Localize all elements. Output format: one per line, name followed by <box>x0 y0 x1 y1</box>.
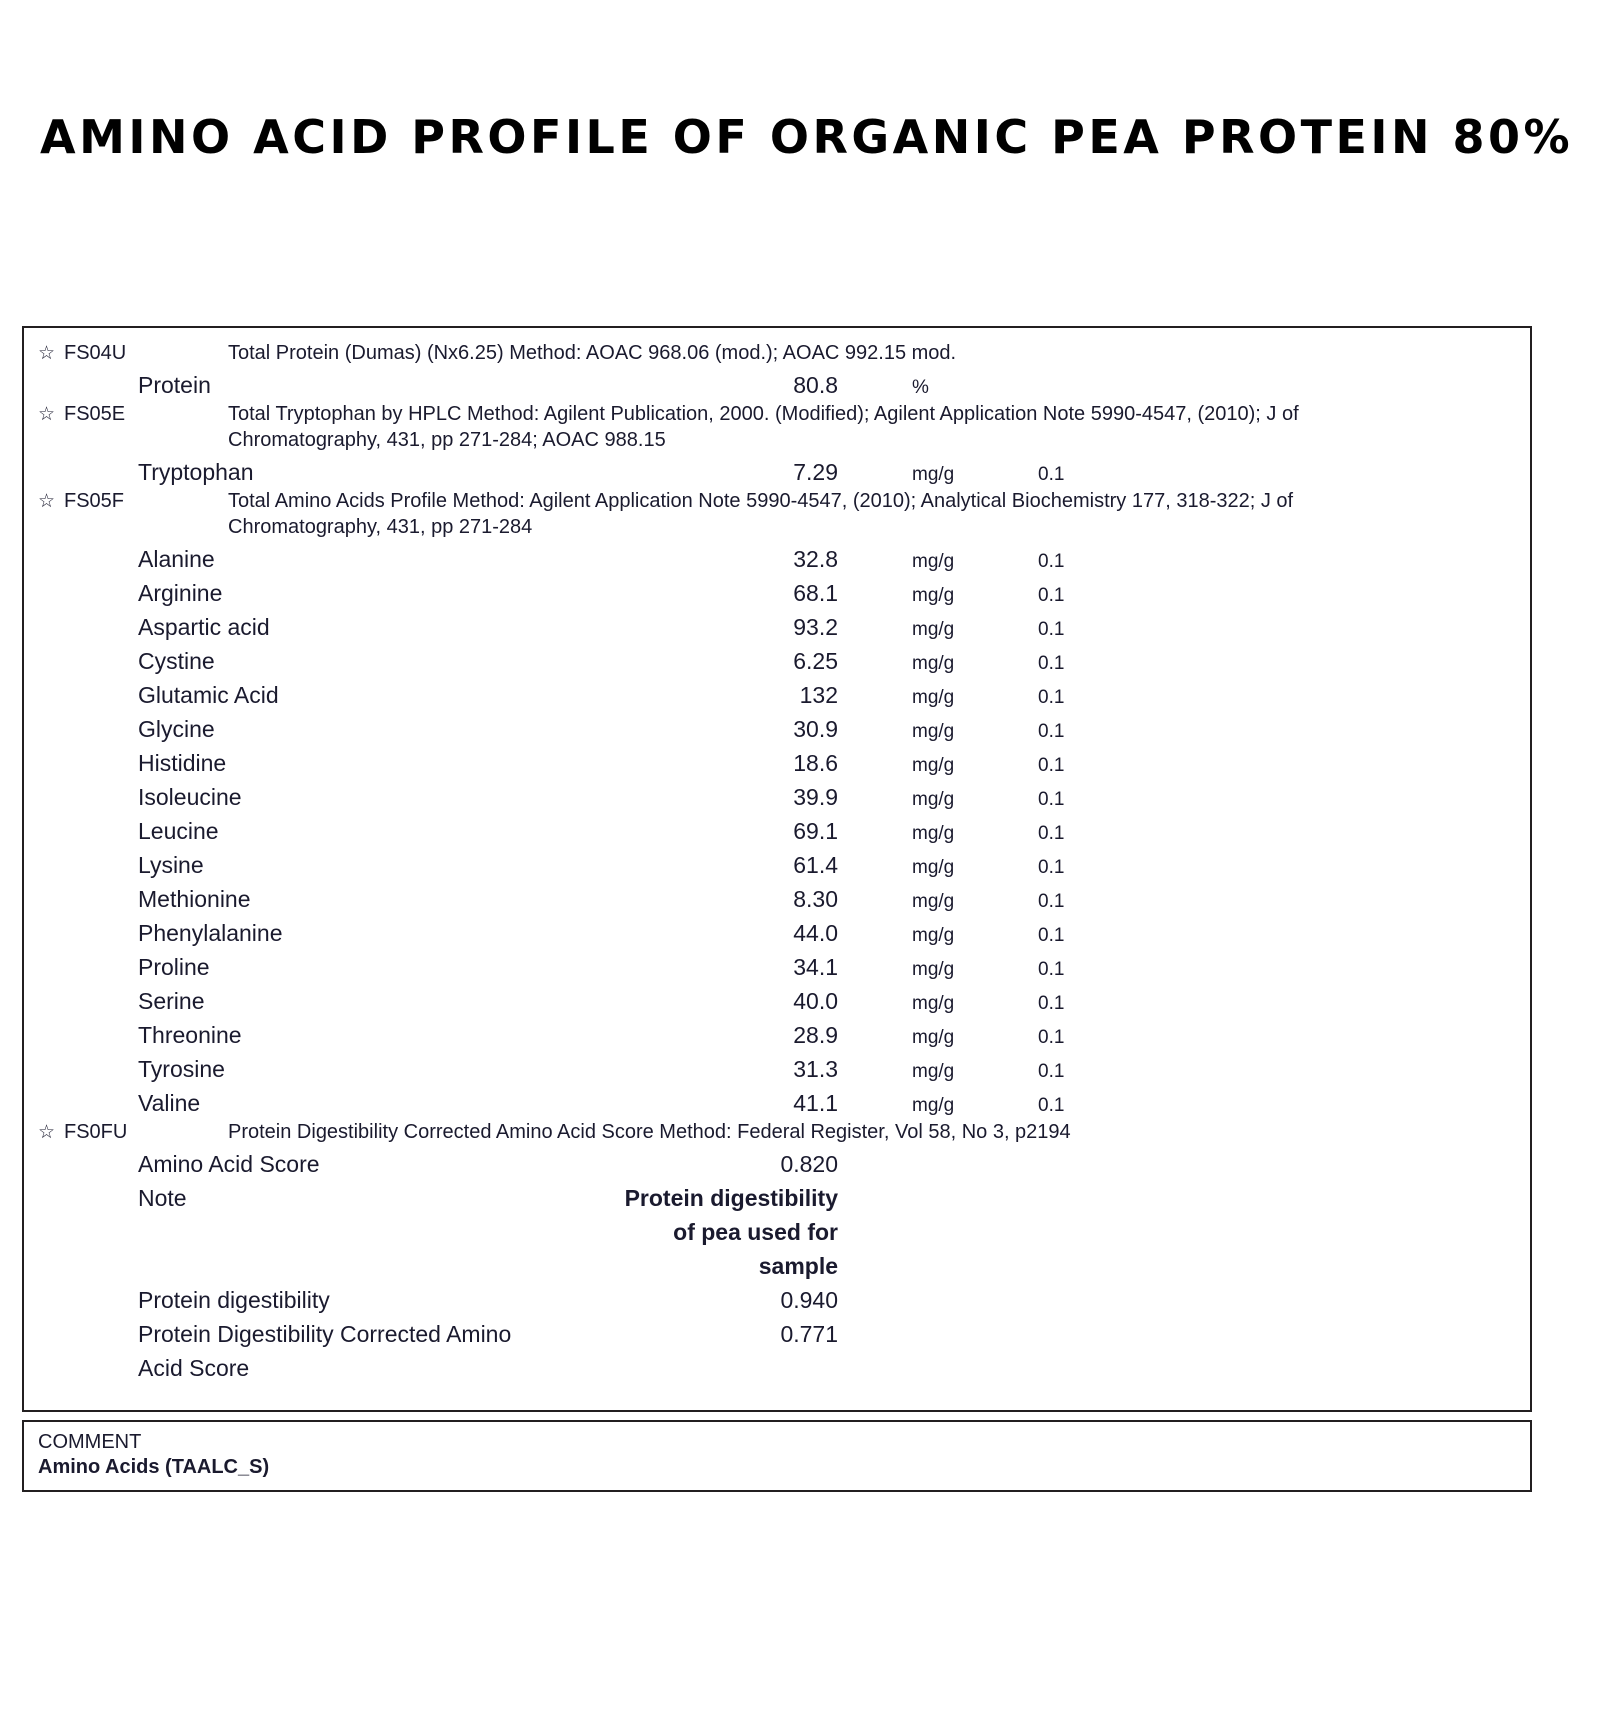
method-description-continued: Chromatography, 431, pp 271-284 <box>228 516 533 538</box>
analyte-name: Serine <box>138 988 205 1014</box>
comment-box <box>22 1420 1532 1492</box>
table-row <box>38 954 1516 981</box>
analyte-value: 41.1 <box>793 1090 838 1116</box>
table-row <box>38 459 1516 486</box>
analyte-unit: mg/g <box>912 1027 955 1048</box>
analyte-lod: 0.1 <box>1038 925 1065 946</box>
analyte-value: 31.3 <box>793 1056 838 1082</box>
table-row <box>38 852 1516 879</box>
analyte-lod: 0.1 <box>1038 585 1065 606</box>
table-row <box>38 648 1516 675</box>
analyte-lod: 0.1 <box>1038 755 1065 776</box>
method-description: Total Amino Acids Profile Method: Agilent Application Note 5990-4547, (2010); Analytical Biochemistry 177, 318-322; J of <box>228 490 1294 512</box>
analyte-name: Isoleucine <box>138 784 242 810</box>
analyte-name: Alanine <box>138 546 215 572</box>
table-row <box>38 682 1516 709</box>
table-row <box>38 1151 1516 1178</box>
document-page <box>0 112 1600 1712</box>
analyte-name: Arginine <box>138 580 223 606</box>
star-icon: ☆ <box>38 343 56 364</box>
table-row <box>38 372 1516 399</box>
table-row <box>38 750 1516 777</box>
analyte-lod: 0.1 <box>1038 993 1065 1014</box>
analyte-unit: mg/g <box>912 823 955 844</box>
analyte-unit: mg/g <box>912 551 955 572</box>
analyte-value: 39.9 <box>793 784 838 810</box>
analyte-value: 28.9 <box>793 1022 838 1048</box>
method-code: FS0FU <box>64 1121 128 1143</box>
table-row <box>38 614 1516 641</box>
method-description: Protein Digestibility Corrected Amino Acid Score Method: Federal Register, Vol 58, No 3, p2194 <box>228 1121 1071 1143</box>
analyte-lod: 0.1 <box>1038 687 1065 708</box>
analyte-lod: 0.1 <box>1038 653 1065 674</box>
analyte-name: Valine <box>138 1090 201 1116</box>
analyte-name: Protein <box>138 372 211 398</box>
note-value-line-2: of pea used for <box>673 1219 838 1245</box>
table-row <box>38 784 1516 811</box>
analyte-value: 40.0 <box>793 988 838 1014</box>
analyte-name: Proline <box>138 954 210 980</box>
analyte-lod: 0.1 <box>1038 789 1065 810</box>
analyte-unit: mg/g <box>912 687 955 708</box>
method-code: FS05F <box>64 490 125 512</box>
note-row <box>38 1185 1516 1212</box>
analyte-name: Lysine <box>138 852 204 878</box>
page-title: AMINO ACID PROFILE OF ORGANIC PEA PROTEIN 80% <box>40 110 1574 164</box>
analyte-unit: mg/g <box>912 891 955 912</box>
table-row <box>38 580 1516 607</box>
method-header-row <box>38 403 1516 426</box>
star-icon: ☆ <box>38 491 56 512</box>
analyte-unit: mg/g <box>912 721 955 742</box>
analyte-lod: 0.1 <box>1038 1095 1065 1116</box>
analyte-lod: 0.1 <box>1038 464 1065 485</box>
analyte-lod: 0.1 <box>1038 1027 1065 1048</box>
table-row <box>38 920 1516 947</box>
star-icon: ☆ <box>38 404 56 425</box>
analyte-value: 6.25 <box>793 648 838 674</box>
analyte-unit: mg/g <box>912 993 955 1014</box>
method-header-row <box>38 490 1516 513</box>
analyte-unit: mg/g <box>912 959 955 980</box>
star-icon: ☆ <box>38 1122 56 1143</box>
analyte-unit: mg/g <box>912 755 955 776</box>
analyte-unit: mg/g <box>912 1061 955 1082</box>
analyte-lod: 0.1 <box>1038 891 1065 912</box>
table-row <box>38 818 1516 845</box>
analyte-lod: 0.1 <box>1038 551 1065 572</box>
comment-value: Amino Acids (TAALC_S) <box>38 1456 270 1478</box>
analyte-name: Protein Digestibility Corrected Amino <box>138 1321 512 1347</box>
analyte-lod: 0.1 <box>1038 619 1065 640</box>
method-description: Total Protein (Dumas) (Nx6.25) Method: AOAC 968.06 (mod.); AOAC 992.15 mod. <box>228 342 957 364</box>
analyte-unit: mg/g <box>912 653 955 674</box>
analyte-name: Tyrosine <box>138 1056 225 1082</box>
table-row <box>38 1056 1516 1083</box>
analyte-name: Aspartic acid <box>138 614 270 640</box>
table-row <box>38 886 1516 913</box>
analyte-lod: 0.1 <box>1038 1061 1065 1082</box>
analyte-value: 32.8 <box>793 546 838 572</box>
analyte-value: 8.30 <box>793 886 838 912</box>
analyte-value: 68.1 <box>793 580 838 606</box>
table-row <box>38 716 1516 743</box>
analyte-name: Histidine <box>138 750 227 776</box>
table-row <box>38 1022 1516 1049</box>
method-code: FS04U <box>64 342 127 364</box>
analyte-value: 7.29 <box>793 459 838 485</box>
method-code: FS05E <box>64 403 126 425</box>
analyte-value: 34.1 <box>793 954 838 980</box>
analyte-value: 30.9 <box>793 716 838 742</box>
analyte-value: 61.4 <box>793 852 838 878</box>
analyte-name: Protein digestibility <box>138 1287 330 1313</box>
note-value-line-3: sample <box>758 1253 838 1279</box>
report-results-box <box>22 326 1532 1412</box>
analyte-name-continued: Acid Score <box>138 1355 250 1381</box>
analyte-unit: % <box>912 377 929 398</box>
analyte-value: 0.771 <box>780 1321 838 1347</box>
analyte-value: 132 <box>799 682 838 708</box>
table-row <box>38 1090 1516 1117</box>
method-description: Total Tryptophan by HPLC Method: Agilent Publication, 2000. (Modified); Agilent Application Note 5990-4547, (2010); J of <box>228 403 1299 425</box>
analyte-name: Tryptophan <box>138 459 254 485</box>
method-header-row <box>38 1121 1516 1144</box>
table-row <box>38 988 1516 1015</box>
analyte-value: 44.0 <box>793 920 838 946</box>
analyte-unit: mg/g <box>912 619 955 640</box>
analyte-name: Methionine <box>138 886 251 912</box>
analyte-unit: mg/g <box>912 585 955 606</box>
analyte-lod: 0.1 <box>1038 823 1065 844</box>
analyte-name: Amino Acid Score <box>138 1151 320 1177</box>
method-description-continued: Chromatography, 431, pp 271-284; AOAC 988.15 <box>228 429 666 451</box>
note-value-line-1: Protein digestibility <box>624 1185 838 1211</box>
analyte-name: Threonine <box>138 1022 242 1048</box>
analyte-name: Glutamic Acid <box>138 682 279 708</box>
note-label: Note <box>138 1185 187 1211</box>
analyte-unit: mg/g <box>912 1095 955 1116</box>
analyte-name: Cystine <box>138 648 215 674</box>
method-header-row <box>38 342 1516 365</box>
table-row <box>38 1321 1516 1348</box>
table-row <box>38 1287 1516 1314</box>
analyte-value: 0.820 <box>780 1151 838 1177</box>
analyte-lod: 0.1 <box>1038 959 1065 980</box>
analyte-name: Leucine <box>138 818 219 844</box>
analyte-value: 69.1 <box>793 818 838 844</box>
table-row <box>38 546 1516 573</box>
analyte-name: Glycine <box>138 716 215 742</box>
analyte-value: 80.8 <box>793 372 838 398</box>
analyte-unit: mg/g <box>912 925 955 946</box>
analyte-lod: 0.1 <box>1038 857 1065 878</box>
analyte-value: 0.940 <box>780 1287 838 1313</box>
analyte-unit: mg/g <box>912 857 955 878</box>
analyte-value: 18.6 <box>793 750 838 776</box>
analyte-unit: mg/g <box>912 464 955 485</box>
analyte-name: Phenylalanine <box>138 920 283 946</box>
comment-label: COMMENT <box>38 1431 142 1453</box>
analyte-unit: mg/g <box>912 789 955 810</box>
analyte-value: 93.2 <box>793 614 838 640</box>
analyte-lod: 0.1 <box>1038 721 1065 742</box>
